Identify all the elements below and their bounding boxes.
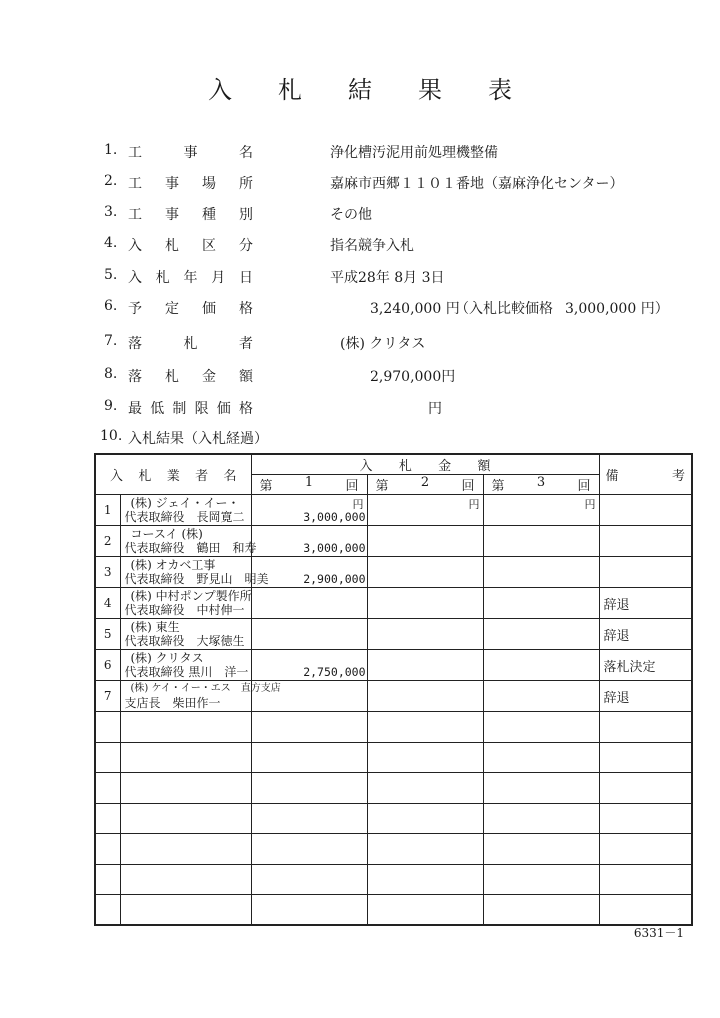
- row-number: 3: [95, 557, 120, 588]
- empty-cell: [483, 712, 599, 743]
- remarks: [599, 557, 692, 588]
- round-1-amount: [251, 588, 367, 619]
- info-value: 円: [428, 401, 442, 417]
- info-number: 5.: [104, 267, 118, 283]
- comparison-price-value: 3,000,000 円）: [565, 301, 669, 317]
- info-row: [0, 333, 720, 355]
- bidder-representative: 代表取締役 長岡寛二: [124, 510, 245, 524]
- header-amount: 入 札 金 額: [251, 454, 599, 475]
- info-value: その他: [330, 207, 372, 223]
- info-label: 落 札 者: [128, 336, 253, 352]
- empty-cell: [599, 773, 692, 804]
- bidder-name: [120, 557, 269, 588]
- empty-cell: [367, 803, 483, 834]
- table-row: [95, 650, 692, 681]
- info-row: [0, 235, 720, 257]
- info-number: 8.: [104, 366, 118, 382]
- remarks: [599, 495, 692, 526]
- info-label: 工 事 種 別: [128, 207, 253, 223]
- bidder-representative: 代表取締役 大塚徳生: [124, 634, 245, 648]
- info-label: 工 事 名: [128, 145, 253, 161]
- info-row: [0, 366, 720, 388]
- empty-cell: [483, 742, 599, 773]
- info-label: 入 札 区 分: [128, 238, 253, 254]
- bidder-company: (株) 東生: [130, 620, 180, 634]
- info-number: 1.: [104, 142, 118, 158]
- empty-cell: [483, 773, 599, 804]
- info-value: 浄化槽汚泥用前処理機整備: [330, 145, 498, 161]
- empty-cell: [599, 895, 692, 926]
- remarks: [599, 526, 692, 557]
- round-2-amount: [367, 526, 483, 557]
- empty-cell: [251, 864, 367, 895]
- empty-row: [95, 834, 692, 865]
- empty-cell: [483, 834, 599, 865]
- bidder-company: (株) クリタス: [130, 651, 204, 665]
- round-1-amount: [251, 557, 367, 588]
- bidder-name: [120, 681, 281, 712]
- bidder-representative: 代表取締役 野見山 明美: [124, 572, 269, 586]
- round-2-amount: [367, 588, 483, 619]
- empty-cell: [599, 834, 692, 865]
- empty-cell: [251, 773, 367, 804]
- round-3-amount: [483, 588, 599, 619]
- info-row: [0, 298, 720, 320]
- row-number: 2: [95, 526, 120, 557]
- bid-amount: 3,000,000: [303, 510, 366, 524]
- bidder-representative: 代表取締役 中村伸一: [124, 603, 245, 617]
- bidder-company: (株) ジェイ・イー・: [130, 496, 240, 510]
- empty-cell: [95, 712, 120, 743]
- empty-row: [95, 864, 692, 895]
- round-1-amount: [251, 650, 367, 681]
- info-label: 入 札 年 月 日: [128, 270, 253, 286]
- empty-cell: [599, 864, 692, 895]
- yen-unit: 円: [584, 498, 596, 511]
- bid-amount: 3,000,000: [303, 541, 366, 555]
- empty-cell: [251, 742, 367, 773]
- row-number: 7: [95, 681, 120, 712]
- empty-row: [95, 803, 692, 834]
- document-title: 入札結果表: [208, 76, 558, 104]
- bidder-name: [120, 619, 251, 650]
- empty-cell: [251, 895, 367, 926]
- empty-cell: [120, 803, 251, 834]
- empty-cell: [251, 834, 367, 865]
- empty-row: [95, 742, 692, 773]
- empty-cell: [251, 803, 367, 834]
- table-row: [95, 619, 692, 650]
- round-3-amount: [483, 650, 599, 681]
- bidder-name: [120, 526, 257, 557]
- info-row: [0, 173, 720, 195]
- empty-cell: [599, 742, 692, 773]
- info-row: [0, 398, 720, 420]
- round-1-amount: [251, 495, 367, 526]
- row-number: 4: [95, 588, 120, 619]
- info-number: 4.: [104, 235, 118, 251]
- empty-cell: [367, 864, 483, 895]
- info-value: 2,970,000円: [370, 369, 456, 385]
- row-number: 6: [95, 650, 120, 681]
- bidder-company: コースイ (株): [130, 527, 203, 541]
- round-3-amount: [483, 619, 599, 650]
- empty-cell: [120, 834, 251, 865]
- empty-cell: [95, 864, 120, 895]
- info-number: 7.: [104, 333, 118, 349]
- round-1-amount: [251, 526, 367, 557]
- info-number: 3.: [104, 204, 118, 220]
- round-3-amount: [483, 681, 599, 712]
- round-2-amount: [367, 681, 483, 712]
- empty-row: [95, 773, 692, 804]
- info-row: [0, 204, 720, 226]
- bidder-name: [120, 650, 251, 681]
- empty-cell: [483, 803, 599, 834]
- table-row: [95, 526, 692, 557]
- round-3-amount: [483, 557, 599, 588]
- round-1-amount: [251, 681, 367, 712]
- table-row: [95, 495, 692, 526]
- table-row: [95, 681, 692, 712]
- remarks: 辞退: [599, 588, 692, 619]
- info-number: 6.: [104, 298, 118, 314]
- round-2-amount: [367, 557, 483, 588]
- round-3-amount: [483, 526, 599, 557]
- yen-unit: 円: [468, 498, 480, 511]
- empty-cell: [95, 742, 120, 773]
- header-round-2: 第 2 回: [367, 475, 483, 495]
- empty-cell: [120, 712, 251, 743]
- bidder-company: (株) 中村ポンプ製作所: [130, 589, 252, 603]
- info-value: 指名競争入札: [330, 238, 414, 254]
- empty-cell: [120, 742, 251, 773]
- table-row: [95, 557, 692, 588]
- empty-cell: [120, 895, 251, 926]
- yen-unit: 円: [352, 498, 364, 511]
- bidder-representative: 代表取締役 黒川 洋一: [124, 665, 249, 679]
- info-label: 予 定 価 格: [128, 301, 253, 317]
- empty-row: [95, 895, 692, 926]
- row-number: 1: [95, 495, 120, 526]
- remarks: 落札決定: [599, 650, 692, 681]
- empty-cell: [120, 773, 251, 804]
- header-round-3: 第 3 回: [483, 475, 599, 495]
- empty-cell: [367, 742, 483, 773]
- round-2-amount: [367, 650, 483, 681]
- empty-cell: [367, 712, 483, 743]
- empty-cell: [95, 803, 120, 834]
- info-number: 9.: [104, 398, 118, 414]
- round-3-amount: [483, 495, 599, 526]
- empty-cell: [367, 834, 483, 865]
- empty-cell: [367, 773, 483, 804]
- info-row: [0, 428, 720, 450]
- comparison-price-label: （入札比較価格: [455, 301, 553, 317]
- info-label: 最 低 制 限 価 格: [128, 401, 253, 417]
- document-code: 6331－1: [633, 926, 684, 940]
- bidder-company: (株) ケイ・イー・エス 直方支店: [130, 683, 281, 694]
- info-row: [0, 267, 720, 289]
- info-value: (株) クリタス: [340, 336, 426, 352]
- empty-cell: [483, 895, 599, 926]
- header-remarks: 備 考: [599, 454, 692, 495]
- round-2-amount: [367, 495, 483, 526]
- round-2-amount: [367, 619, 483, 650]
- empty-cell: [95, 895, 120, 926]
- info-value: 嘉麻市西郷１１０１番地（嘉麻浄化センター）: [330, 176, 624, 192]
- empty-cell: [95, 834, 120, 865]
- bidder-name: [120, 588, 251, 619]
- results-table: [94, 453, 693, 926]
- info-value: 3,240,000 円: [370, 301, 460, 317]
- empty-cell: [251, 712, 367, 743]
- bid-amount: 2,750,000: [303, 665, 366, 679]
- empty-row: [95, 712, 692, 743]
- round-1-amount: [251, 619, 367, 650]
- header-round-1: 第 1 回: [251, 475, 367, 495]
- info-number: 2.: [104, 173, 118, 189]
- header-bidder: 入 札 業 者 名: [95, 454, 251, 495]
- bid-amount: 2,900,000: [303, 572, 366, 586]
- empty-cell: [120, 864, 251, 895]
- remarks: 辞退: [599, 681, 692, 712]
- info-label: 落 札 金 額: [128, 369, 253, 385]
- info-number: 10.: [100, 428, 123, 444]
- info-label: 入札結果（入札経過）: [128, 431, 268, 447]
- remarks: 辞退: [599, 619, 692, 650]
- empty-cell: [367, 895, 483, 926]
- row-number: 5: [95, 619, 120, 650]
- empty-cell: [483, 864, 599, 895]
- empty-cell: [95, 773, 120, 804]
- info-label: 工 事 場 所: [128, 176, 253, 192]
- table-row: [95, 588, 692, 619]
- bidder-name: [120, 495, 251, 526]
- info-row: [0, 142, 720, 164]
- bidder-company: (株) オカベ工事: [130, 558, 216, 572]
- bidder-representative: 代表取締役 鶴田 和寿: [124, 541, 257, 555]
- empty-cell: [599, 803, 692, 834]
- info-value: 平成28年 8月 3日: [330, 270, 445, 286]
- empty-cell: [599, 712, 692, 743]
- bidder-representative: 支店長 柴田作一: [124, 696, 221, 710]
